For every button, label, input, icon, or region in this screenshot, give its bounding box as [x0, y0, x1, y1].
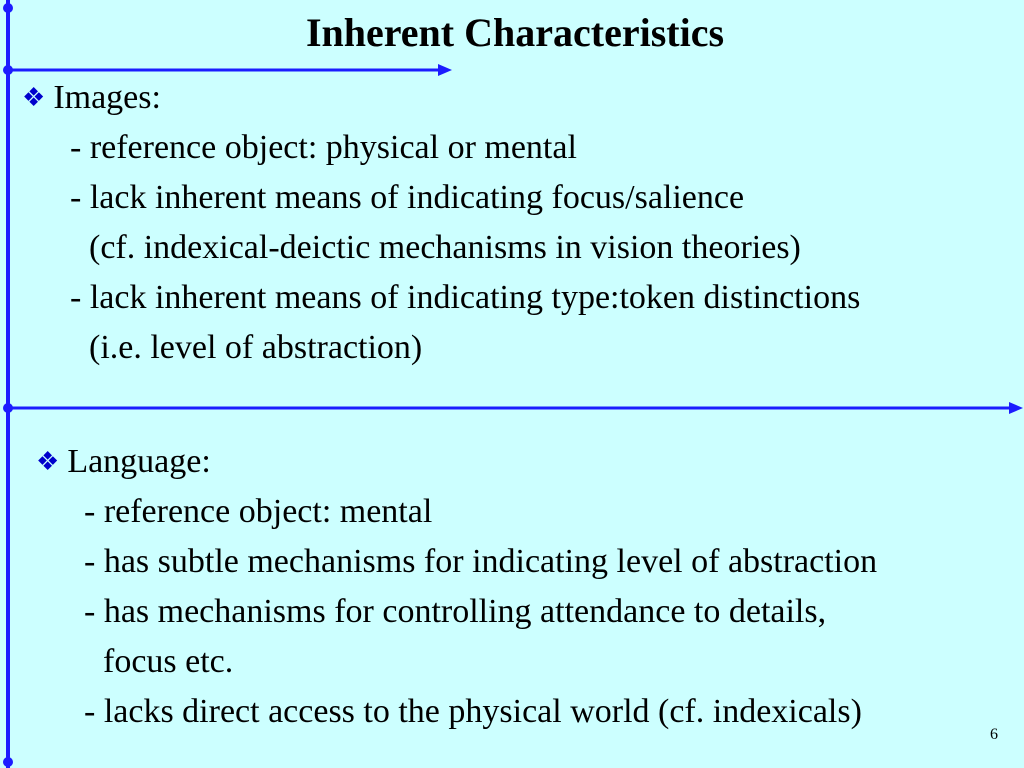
images-section [22, 73, 860, 373]
images-line-4: - lack inherent means of indicating type:token distinctions [70, 279, 861, 316]
language-line-3: - has mechanisms for controlling attendance to details, [84, 593, 827, 630]
language-section [36, 437, 877, 737]
language-line-5: - lacks direct access to the physical world (cf. indexicals) [84, 693, 862, 730]
images-heading-row [22, 73, 860, 123]
four-diamond-bullet-icon: ❖ [36, 447, 60, 476]
page-number: 6 [990, 726, 998, 743]
language-line-4: focus etc. [103, 643, 234, 680]
four-diamond-bullet-icon: ❖ [22, 83, 46, 112]
language-line-2: - has subtle mechanisms for indicating level of abstraction [84, 543, 878, 580]
language-line-1: - reference object: mental [84, 493, 433, 530]
images-line-5: (i.e. level of abstraction) [89, 329, 423, 366]
images-line-2: - lack inherent means of indicating focus/salience [70, 179, 745, 216]
images-line-1: - reference object: physical or mental [70, 129, 577, 166]
language-heading: Language: [67, 443, 211, 480]
middle-arrow-head [1009, 402, 1023, 414]
images-line-3: (cf. indexical-deictic mechanisms in vision theories) [89, 229, 801, 266]
images-heading: Images: [53, 79, 161, 116]
slide-title: Inherent Characteristics [305, 10, 725, 55]
rule-dot-top [3, 3, 13, 13]
language-heading-row [36, 437, 877, 487]
rule-dot-bottom [3, 757, 13, 767]
